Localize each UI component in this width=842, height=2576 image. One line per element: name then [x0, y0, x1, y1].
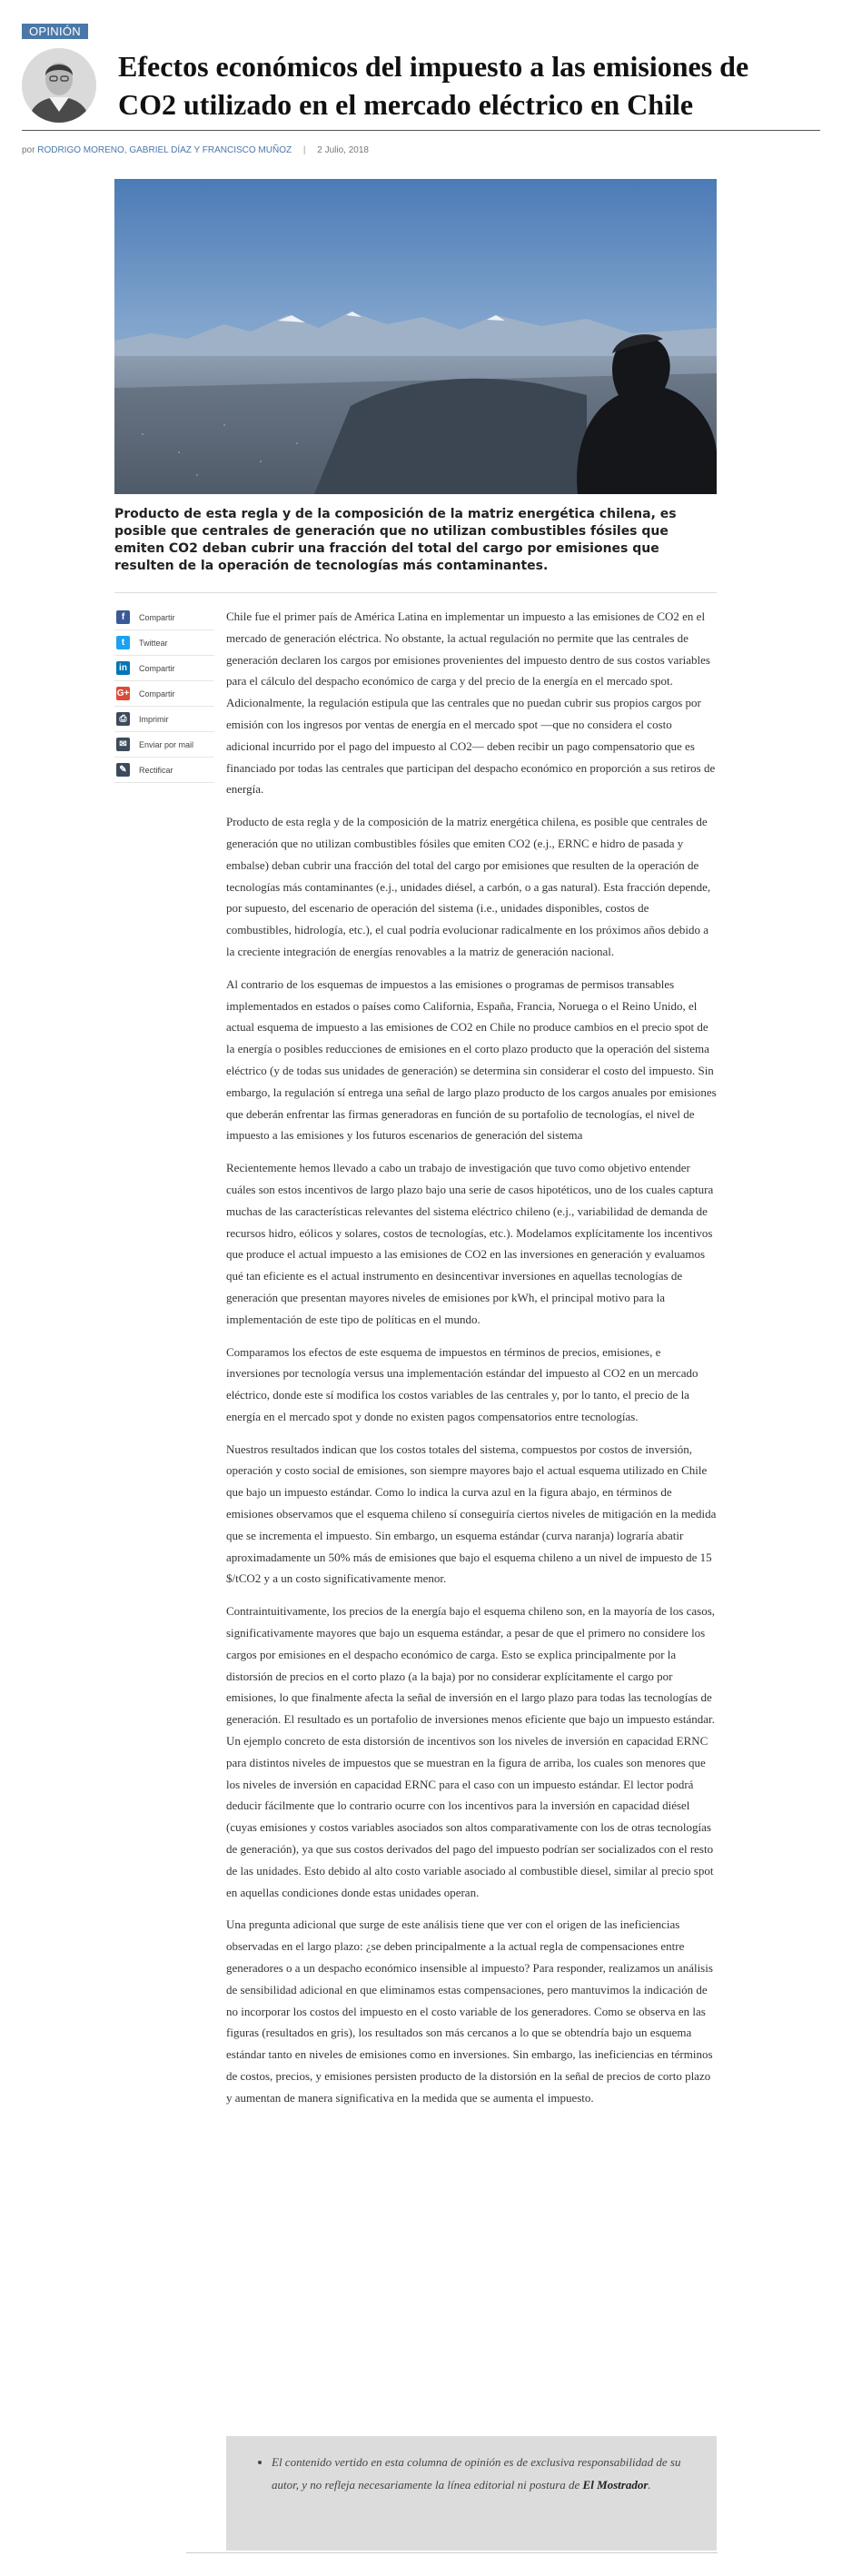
share-item-print[interactable]	[114, 707, 214, 732]
section-badge[interactable]: OPINIÓN	[22, 24, 88, 39]
share-item-twitter[interactable]	[114, 630, 214, 656]
author-avatar	[22, 48, 96, 123]
article-paragraph: Al contrario de los esquemas de impuestos a las emisiones o programas de permisos transables implementados en estados o países como California, España, Francia, Noruega o el Reino Unido, el actual esquema de impuesto a las emisiones de CO2 en Chile no produce cambios en el precio spot de la energía o posibles reducciones de emisiones en el corto plazo producto que la operación del sistema eléctrico (y de todas sus unidades de generación) se determina sin considerar el costo del impuesto. Sin embargo, la regulación sí entrega una señal de largo plazo producto de los cargos anuales por emisiones que deberán enfrentar las firmas generadoras en función de su portafolio de tecnologías, el nivel de impuesto a las emisiones y los futuros escenarios de generación del sistema	[226, 976, 717, 1143]
share-label: Enviar por mail	[139, 739, 194, 749]
article-title: Efectos económicos del impuesto a las emisiones de CO2 utilizado en el mercado eléctrico en Chile	[118, 50, 749, 121]
share-item-google-plus[interactable]	[114, 681, 214, 707]
disclaimer-item	[272, 2451, 689, 2496]
share-label: Rectificar	[139, 765, 173, 775]
disclaimer-text: El contenido vertido en esta columna de opinión es de exclusiva responsabilidad de su autor, y no refleja necesariamente la línea editorial ni postura de	[272, 2455, 681, 2492]
article-paragraph: Comparamos los efectos de este esquema de impuestos en términos de precios, emisiones, e inversiones por tecnología versus una implementación estándar del impuesto al CO2 en un mercado eléctrico, donde este sí modifica los costos variables de las centrales y, por lo tanto, el precio de la energía en el mercado spot y donde no existen pagos compensatorios entre tecnologías.	[226, 1344, 698, 1423]
outlet-name: El Mostrador	[582, 2478, 649, 2492]
author-links[interactable]: RODRIGO MORENO, GABRIEL DÍAZ Y FRANCISCO MUÑOZ	[37, 145, 292, 155]
share-item-pencil[interactable]	[114, 758, 214, 783]
share-item-linkedin[interactable]	[114, 656, 214, 681]
share-label: Imprimir	[139, 714, 169, 724]
hero-image	[114, 179, 717, 494]
article-paragraph: Nuestros resultados indican que los costos totales del sistema, compuestos por costos de inversión, operación y costo social de emisiones, son siempre mayores bajo el actual esquema utilizado en Chile que bajo un impuesto estándar. Como lo indica la curva azul en la figura abajo, en términos de emisiones observamos que el esquema chileno sí conseguiría ciertos niveles de mitigación en la medida que se incrementa el impuesto. Sin embargo, un esquema estándar (curva naranja) lograría abatir aproximadamente un 50% más de emisiones que bajo el esquema chileno a un nivel de impuesto de 15 $/tCO2 y a un costo significativamente menor.	[226, 1442, 717, 1586]
share-item-mail[interactable]	[114, 732, 214, 758]
google-plus-icon: G+	[116, 689, 130, 698]
article-paragraph: Chile fue el primer país de América Latina en implementar un impuesto a las emisiones de CO2 en el mercado de generación eléctrica. No obstante, la actual regulación no permite que las centrales de generación declaren los cargos por emisiones provenientes del impuesto dentro de sus costos variables para el cálculo del despacho económico de carga y del precio de la energía en el mercado spot. Adicionalmente, la regulación estipula que las centrales que no puedan cubrir sus propios cargos por emisión con los ingresos por ventas de energía en el mercado spot —que no considera el costo adicional incurrido por el pago del impuesto al CO2— deben recibir un pago compensatorio que es financiado por todas las centrales que participan del despacho económico en proporción a sus retiros de energía.	[226, 609, 716, 797]
article-paragraph: Contraintuitivamente, los precios de la energía bajo el esquema chileno son, en la mayoría de los casos, significativamente mayores que bajo un esquema estándar, a pesar de que el primero no considere los cargos por emisiones en el despacho económico de carga. Esto se explica principalmente por la distorsión de precios en el corto plazo (a la baja) por no considerar explícitamente el cargo por emisiones, lo que finalmente afecta la señal de inversión en el largo plazo para todas las tecnologías de generación. El resultado es un portafolio de inversiones menos eficiente que bajo un impuesto estándar. Un ejemplo concreto de esta distorsión de incentivos son los niveles de inversión en capacidad ERNC para distintos niveles de impuestos que se muestran en la figura de arriba, los cuales son menores que los niveles de inversión en capacidad ERNC para el caso con un impuesto estándar. El lector podrá deducir fácilmente que lo contrario ocurre con los incentivos para la inversión en capacidad diésel (cuyas emisiones y costos variables asociados son altos comparativamente con los de otras tecnologías de generación), ya que sus costos derivados del pago del impuesto podrían ser socializados con el resto de las unidades. Esto debido al alto costo variable asociado al combustible diesel, similar al precio spot en aquellas condiciones donde estas unidades operan.	[226, 1604, 716, 1899]
byline	[22, 145, 369, 155]
article-paragraph: Recientemente hemos llevado a cabo un trabajo de investigación que tuvo como objetivo entender cuáles son estos incentivos de largo plazo bajo una serie de casos hipotéticos, uno de los cuales captura muchas de las características relevantes del sistema eléctrico chileno (e.j., variabilidad de demanda de recursos hidro, eólicos y solares, costos de tecnologías, etc.). Modelamos explícitamente los incentivos que produce el actual impuesto a las emisiones de CO2 en las inversiones en generación y evaluamos qué tan eficiente es el actual instrumento en desincentivar inversiones en aquellas tecnologías de generación que presentan mayores niveles de emisiones por kWh, el principal motivo para la implementación de este tipo de políticas en el mundo.	[226, 1161, 714, 1326]
share-item-facebook[interactable]	[114, 605, 214, 630]
mail-icon: ✉	[116, 738, 130, 751]
share-label: Compartir	[139, 689, 175, 698]
share-bar	[114, 605, 214, 783]
share-label: Compartir	[139, 663, 175, 673]
pencil-icon: ✎	[116, 763, 130, 777]
share-label: Twittear	[139, 638, 168, 648]
byline-prefix: por	[22, 145, 35, 155]
lead-paragraph: Producto de esta regla y de la composición de la matriz energética chilena, es posible que centrales de generación que no utilizan combustibles fósiles que emiten CO2 deban cubrir una fracción del total del cargo por emisiones que resulten de la operación de tecnologías más contaminantes.	[114, 507, 677, 573]
article-body	[226, 606, 717, 2120]
article-paragraph: Producto de esta regla y de la composición de la matriz energética chilena, es posible que centrales de generación que no utilizan combustibles fósiles que emiten CO2 (e.j., ERNC e hidro de pasada y embalse) deban cubrir una fracción del total del cargo por emisiones que resulten de la operación de tecnologías más contaminantes (e.j., unidades diésel, a carbón, o a gas natural). Esta fracción depende, por supuesto, del escenario de operación del sistema (i.e., unidades disponibles, costos de combustibles, hidrología, etc.), el cual podría evolucionar radicalmente en los próximos años debido a la creciente integración de energías renovables a la matriz de generación nacional.	[226, 815, 711, 958]
byline-separator: |	[302, 145, 306, 155]
lead-divider	[114, 592, 717, 593]
header-divider	[22, 130, 820, 131]
twitter-icon: t	[116, 636, 130, 649]
article-paragraph: Una pregunta adicional que surge de este análisis tiene que ver con el origen de las ineficiencias observadas en el largo plazo: ¿se deben principalmente a la actual regla de compensaciones entre generadores o a un despacho económico insensible al impuesto? Para responder, realizamos un análisis de sensibilidad adicional en que eliminamos estas compensaciones, pero mantuvimos la indicación de no incorporar los costos del impuesto en el costo variable de los generadores. Como se observa en las figuras (resultados en gris), los resultados son más cercanos a lo que se obtendría bajo un esquema estándar tanto en niveles de emisiones como en inversiones. Sin embargo, las ineficiencias en términos de costos, precios, y emisiones persisten producto de la distorsión en la señal de precios de corto plazo y aumentan de manera significativa en la medida que se aumenta el impuesto.	[226, 1917, 713, 2105]
footer-divider	[186, 2552, 718, 2553]
linkedin-icon: in	[116, 661, 130, 675]
share-label: Compartir	[139, 612, 175, 622]
disclaimer-box	[226, 2436, 717, 2551]
facebook-icon: f	[116, 610, 130, 624]
disclaimer-end: .	[648, 2478, 651, 2492]
publish-date: 2 Julio, 2018	[317, 145, 369, 155]
print-icon: ⎙	[116, 712, 130, 726]
